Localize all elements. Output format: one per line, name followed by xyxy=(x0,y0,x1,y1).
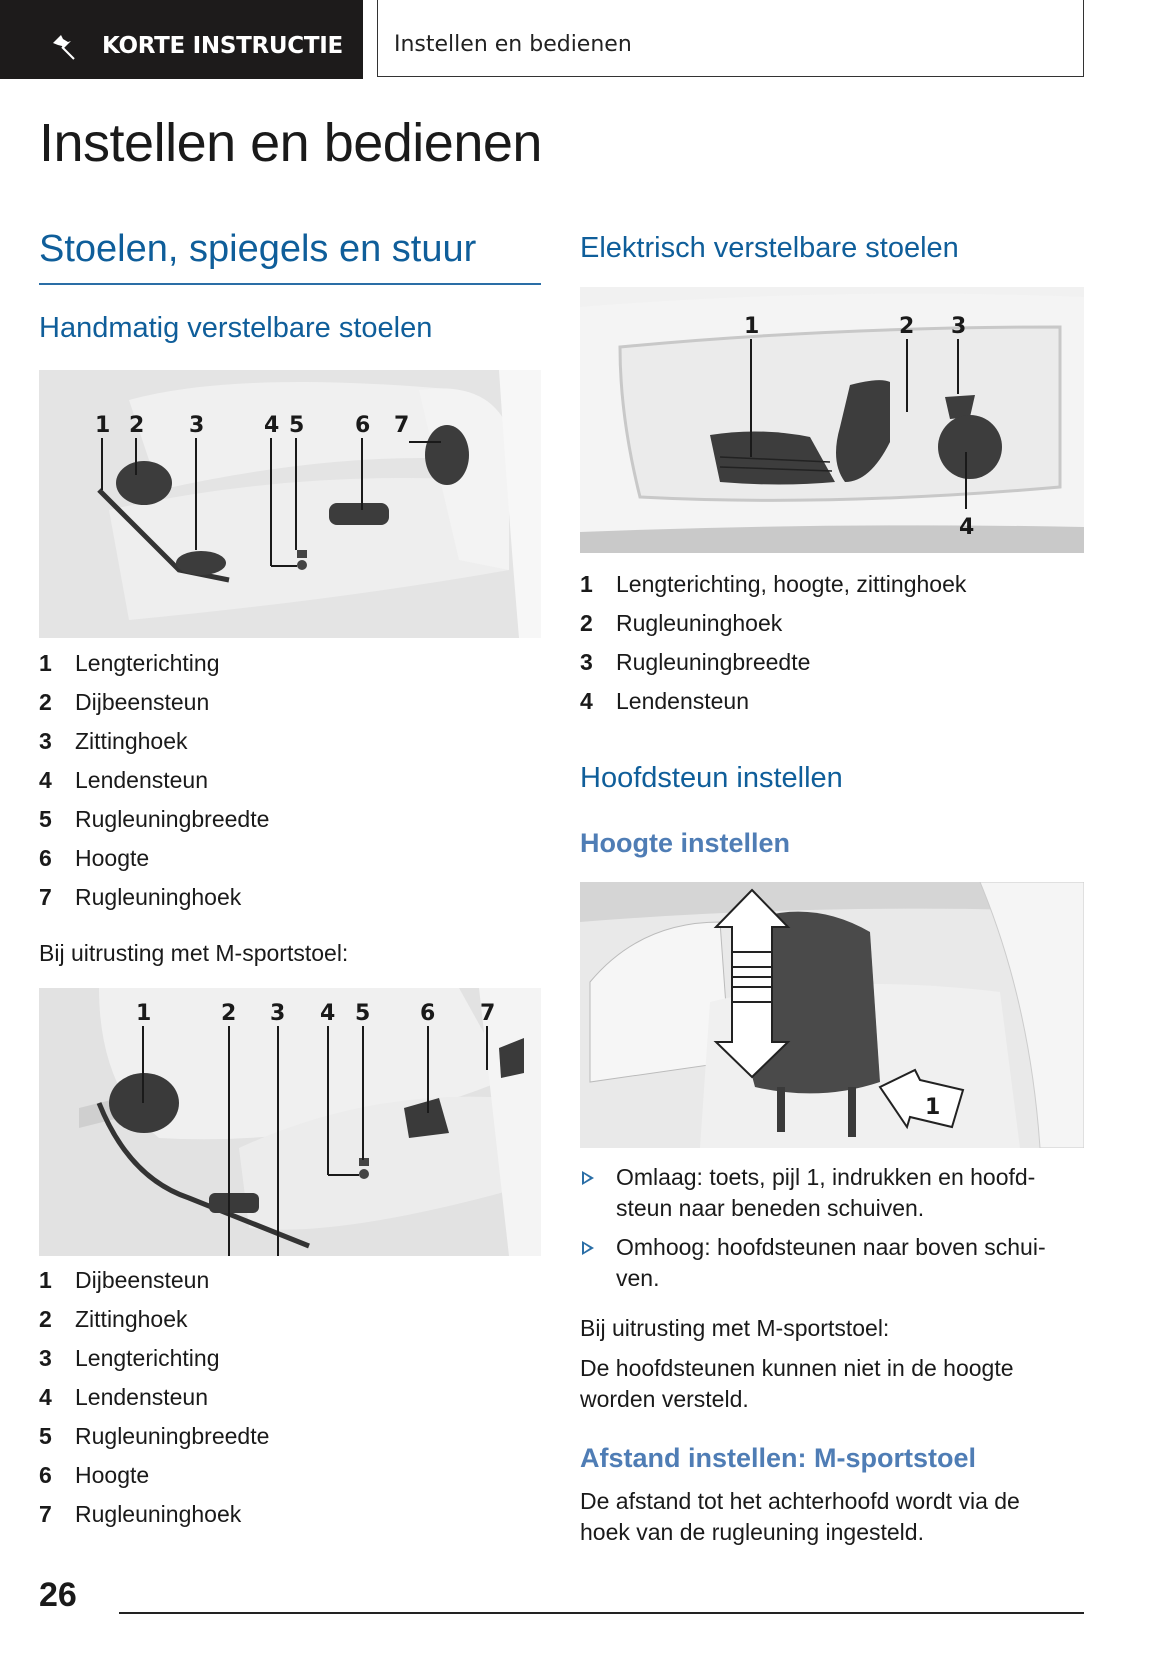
manual-seat-legend xyxy=(39,650,269,923)
legend-item: 6 Hoogte xyxy=(39,1462,150,1488)
svg-text:2: 2 xyxy=(221,1001,237,1026)
legend-item: 5 Rugleuningbreedte xyxy=(39,1423,270,1449)
sport-seat-intro: Bij uitrusting met M-sportstoel: xyxy=(39,940,349,966)
svg-text:4: 4 xyxy=(320,1001,336,1026)
electric-seat-figure xyxy=(580,287,1084,553)
legend-item: 7 Rugleuninghoek xyxy=(39,884,242,910)
bullet-item: Omhoog: hoofdsteunen naar boven schui-ven. xyxy=(580,1232,1070,1294)
triangle-bullet-icon xyxy=(582,1171,594,1185)
svg-text:1: 1 xyxy=(925,1095,941,1120)
page-number: 26 xyxy=(39,1576,77,1614)
headrest-sport-note: De hoofdsteunen kunnen niet in de hoogte worden versteld. xyxy=(580,1355,1014,1412)
bullet-item: Omlaag: toets, pijl 1, indrukken en hoofd-steun naar beneden schuiven. xyxy=(580,1162,1070,1224)
pushpin-icon xyxy=(50,34,76,60)
distance-adjust-text: De afstand tot het achterhoofd wordt via de hoek van de rugleuning ingesteld. xyxy=(580,1488,1020,1545)
section-label: KORTE INSTRUCTIE xyxy=(102,33,343,59)
electric-seats-heading: Elektrisch verstelbare stoelen xyxy=(580,232,959,264)
electric-seat-legend xyxy=(580,571,966,727)
page-title: Instellen en bedienen xyxy=(39,113,542,173)
legend-item: 5 Rugleuningbreedte xyxy=(39,806,270,832)
headrest-sport-intro: Bij uitrusting met M-sportstoel: xyxy=(580,1315,890,1341)
triangle-bullet-icon xyxy=(582,1241,594,1255)
legend-item: 4 Lendensteun xyxy=(39,767,209,793)
legend-item: 2 Zittinghoek xyxy=(39,1306,188,1332)
legend-item: 2 Rugleuninghoek xyxy=(580,610,783,636)
svg-text:2: 2 xyxy=(129,413,145,438)
legend-item: 3 Lengterichting xyxy=(39,1345,220,1371)
legend-item: 4 Lendensteun xyxy=(39,1384,209,1410)
legend-item: 4 Lendensteun xyxy=(580,688,750,714)
legend-item: 2 Dijbeensteun xyxy=(39,689,210,715)
manual-seat-figure xyxy=(39,370,541,638)
section-heading: Stoelen, spiegels en stuur xyxy=(39,228,477,270)
svg-text:1: 1 xyxy=(744,314,760,339)
chapter-label: Instellen en bedienen xyxy=(394,32,632,57)
headrest-heading: Hoofdsteun instellen xyxy=(580,762,843,794)
height-adjust-heading: Hoogte instellen xyxy=(580,828,791,858)
headrest-figure xyxy=(580,882,1084,1148)
section-tab xyxy=(0,0,363,79)
headrest-instructions xyxy=(580,1162,1070,1302)
legend-item: 3 Zittinghoek xyxy=(39,728,188,754)
svg-text:3: 3 xyxy=(951,314,967,339)
svg-text:3: 3 xyxy=(189,413,205,438)
footer-divider xyxy=(119,1612,1084,1614)
svg-text:6: 6 xyxy=(355,413,371,438)
legend-item: 3 Rugleuningbreedte xyxy=(580,649,811,675)
legend-item: 1 Dijbeensteun xyxy=(39,1267,210,1293)
distance-adjust-heading: Afstand instellen: M-sportstoel xyxy=(580,1443,977,1473)
svg-text:3: 3 xyxy=(270,1001,286,1026)
svg-text:1: 1 xyxy=(136,1001,152,1026)
legend-item: 1 Lengterichting, hoogte, zittinghoek xyxy=(580,571,967,597)
legend-item: 1 Lengterichting xyxy=(39,650,220,676)
sport-seat-legend xyxy=(39,1267,269,1540)
svg-text:1: 1 xyxy=(95,413,111,438)
legend-item: 6 Hoogte xyxy=(39,845,150,871)
sport-seat-figure xyxy=(39,988,541,1256)
legend-item: 7 Rugleuninghoek xyxy=(39,1501,242,1527)
svg-text:2: 2 xyxy=(899,314,915,339)
heading-divider xyxy=(39,283,541,285)
svg-text:5: 5 xyxy=(355,1001,371,1026)
svg-text:5: 5 xyxy=(289,413,305,438)
svg-text:7: 7 xyxy=(394,413,410,438)
svg-text:7: 7 xyxy=(480,1001,496,1026)
chapter-tab xyxy=(377,0,1084,77)
svg-text:6: 6 xyxy=(420,1001,436,1026)
svg-text:4: 4 xyxy=(264,413,280,438)
manual-seats-heading: Handmatig verstelbare stoelen xyxy=(39,312,433,344)
svg-text:4: 4 xyxy=(959,515,975,540)
